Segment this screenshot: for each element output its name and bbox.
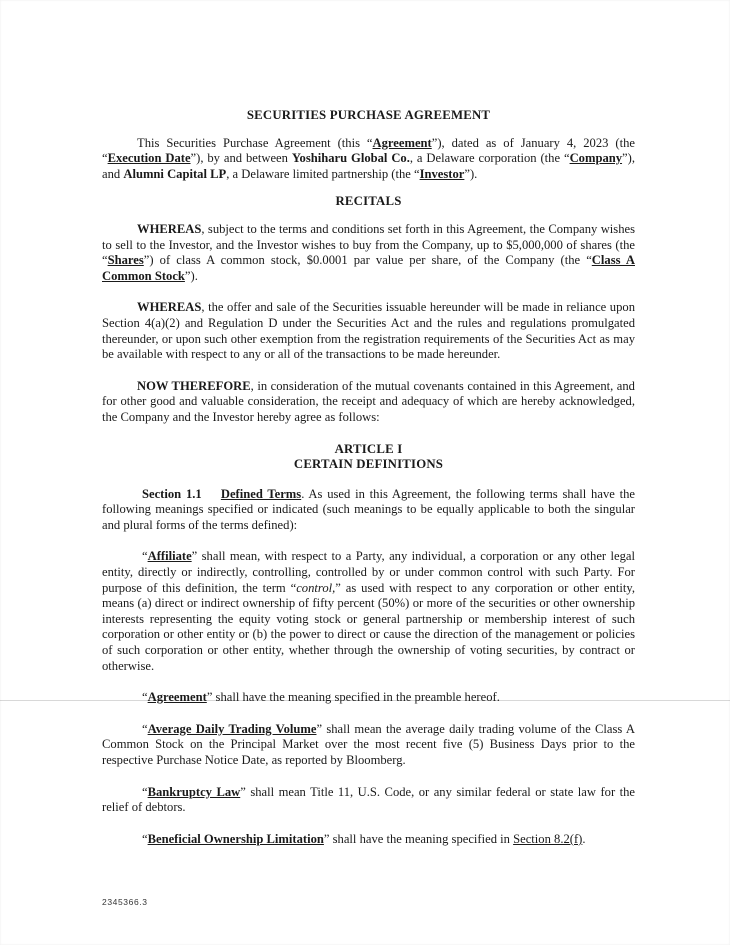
whereas-lead: WHEREAS bbox=[137, 300, 202, 315]
text: ” shall mean Title 11, U.S. Code, or any similar federal or state law for the relief of debtors. bbox=[102, 784, 635, 815]
defined-term-investor: Investor bbox=[419, 166, 465, 181]
text: ”). bbox=[464, 166, 478, 181]
preamble-paragraph bbox=[102, 136, 635, 183]
text: , the offer and sale of the Securities issuable hereunder will be made in reliance upon Section 4(a)(2) and Regulation D under the Securities Act and the rules and regulations promulgated thereunder, or upon such other exemption from the registration requirements of the Securities Act as may be available with respect to any or all of the transactions to be made hereunder. bbox=[102, 300, 635, 362]
whereas-paragraph-2 bbox=[102, 300, 635, 362]
text: , a Delaware limited partnership (the “ bbox=[226, 166, 420, 181]
text: ”). bbox=[184, 268, 198, 283]
section-label: Section 1.1 bbox=[142, 486, 202, 501]
defined-term-agreement-def: Agreement bbox=[147, 690, 207, 705]
definition-average-daily-trading-volume bbox=[102, 722, 635, 769]
investor-name: Alumni Capital LP bbox=[123, 166, 227, 181]
text: . bbox=[582, 831, 586, 846]
definition-affiliate bbox=[102, 549, 635, 674]
defined-term-shares: Shares bbox=[107, 253, 144, 268]
defined-term-bankruptcy-law: Bankruptcy Law bbox=[147, 784, 241, 799]
company-name: Yoshiharu Global Co. bbox=[291, 151, 410, 166]
definition-agreement bbox=[102, 690, 635, 706]
document-body bbox=[102, 108, 635, 847]
defined-term-agreement: Agreement bbox=[372, 135, 432, 150]
text: “ bbox=[142, 721, 148, 736]
now-therefore-paragraph bbox=[102, 379, 635, 426]
section-heading: Defined Terms bbox=[220, 486, 302, 501]
now-therefore-lead: NOW THEREFORE bbox=[137, 378, 251, 393]
defined-term-beneficial-ownership-limitation: Beneficial Ownership Limitation bbox=[147, 831, 324, 846]
whereas-lead: WHEREAS bbox=[137, 221, 202, 236]
text: ”), and bbox=[102, 151, 635, 181]
text: This Securities Purchase Agreement (this “ bbox=[137, 135, 373, 150]
document-id-footer: 2345366.3 bbox=[102, 897, 148, 907]
text: ” shall have the meaning specified in the preamble hereof. bbox=[206, 690, 500, 705]
text: . As used in this Agreement, the following terms shall have the following meanings specified or indicated (such meanings to be equally applicable to both the singular and plural forms of the terms defined): bbox=[102, 486, 635, 532]
section-1-1-paragraph bbox=[102, 487, 635, 534]
text: “ bbox=[142, 784, 148, 799]
text: ” as used with respect to any corporation or other entity, means (a) direct or indirect ownership of fifty percent (50%) or more of the securities or other ownership interests representing the equity voting stock or general partnership or membership interest of such corporation or other entity or (b) the power to direct or cause the direction of the management or policies of such corporation or other entity, whether through the ownership of voting securities, by contract or otherwise. bbox=[102, 580, 635, 673]
definition-beneficial-ownership-limitation bbox=[102, 832, 635, 848]
defined-term-adtv: Average Daily Trading Volume bbox=[147, 721, 317, 736]
text: “ bbox=[142, 549, 148, 564]
text: ”), dated as of January 4, 2023 (the “ bbox=[102, 135, 635, 166]
text: ” shall mean, with respect to a Party, any individual, a corporation or any other legal entity, directly or indirectly, controlling, controlled by or under common control with such Party. For purpose of this definition, the term “ bbox=[102, 549, 635, 595]
whereas-paragraph-1 bbox=[102, 222, 635, 284]
article-name: CERTAIN DEFINITIONS bbox=[293, 457, 444, 472]
text: ”), by and between bbox=[190, 151, 292, 166]
text: “ bbox=[142, 831, 148, 846]
document-title: SECURITIES PURCHASE AGREEMENT bbox=[246, 108, 491, 122]
section-reference-link[interactable]: Section 8.2(f) bbox=[513, 831, 583, 846]
definition-bankruptcy-law bbox=[102, 785, 635, 816]
defined-term-execution-date: Execution Date bbox=[107, 151, 191, 166]
text: , a Delaware corporation (the “ bbox=[409, 151, 570, 166]
defined-term-company: Company bbox=[569, 151, 623, 166]
text: ”) of class A common stock, $0.0001 par value per share, of the Company (the “ bbox=[143, 253, 592, 268]
text: , subject to the terms and conditions set forth in this Agreement, the Company wishes to sell to the Investor, and the Investor wishes to buy from the Company, up to $5,000,000 of shares (the “ bbox=[102, 221, 635, 268]
text: ” shall mean the average daily trading volume of the Class A Common Stock on the Principal Market over the most recent five (5) Business Days prior to the respective Purchase Notice Date, as reported by Bloomberg. bbox=[102, 721, 635, 767]
article-number: ARTICLE I bbox=[334, 441, 403, 456]
term-control: control, bbox=[296, 580, 336, 595]
text: ” shall have the meaning specified in bbox=[323, 831, 514, 846]
defined-term-affiliate: Affiliate bbox=[147, 549, 192, 564]
text: “ bbox=[142, 690, 148, 705]
recitals-heading: RECITALS bbox=[335, 194, 402, 209]
defined-term-class-a-common-stock: Class A Common Stock bbox=[102, 253, 635, 283]
text: , in consideration of the mutual covenants contained in this Agreement, and for other good and valuable consideration, the receipt and adequacy of which are hereby acknowledged, the Company and the Investor hereby agree as follows: bbox=[102, 378, 635, 424]
